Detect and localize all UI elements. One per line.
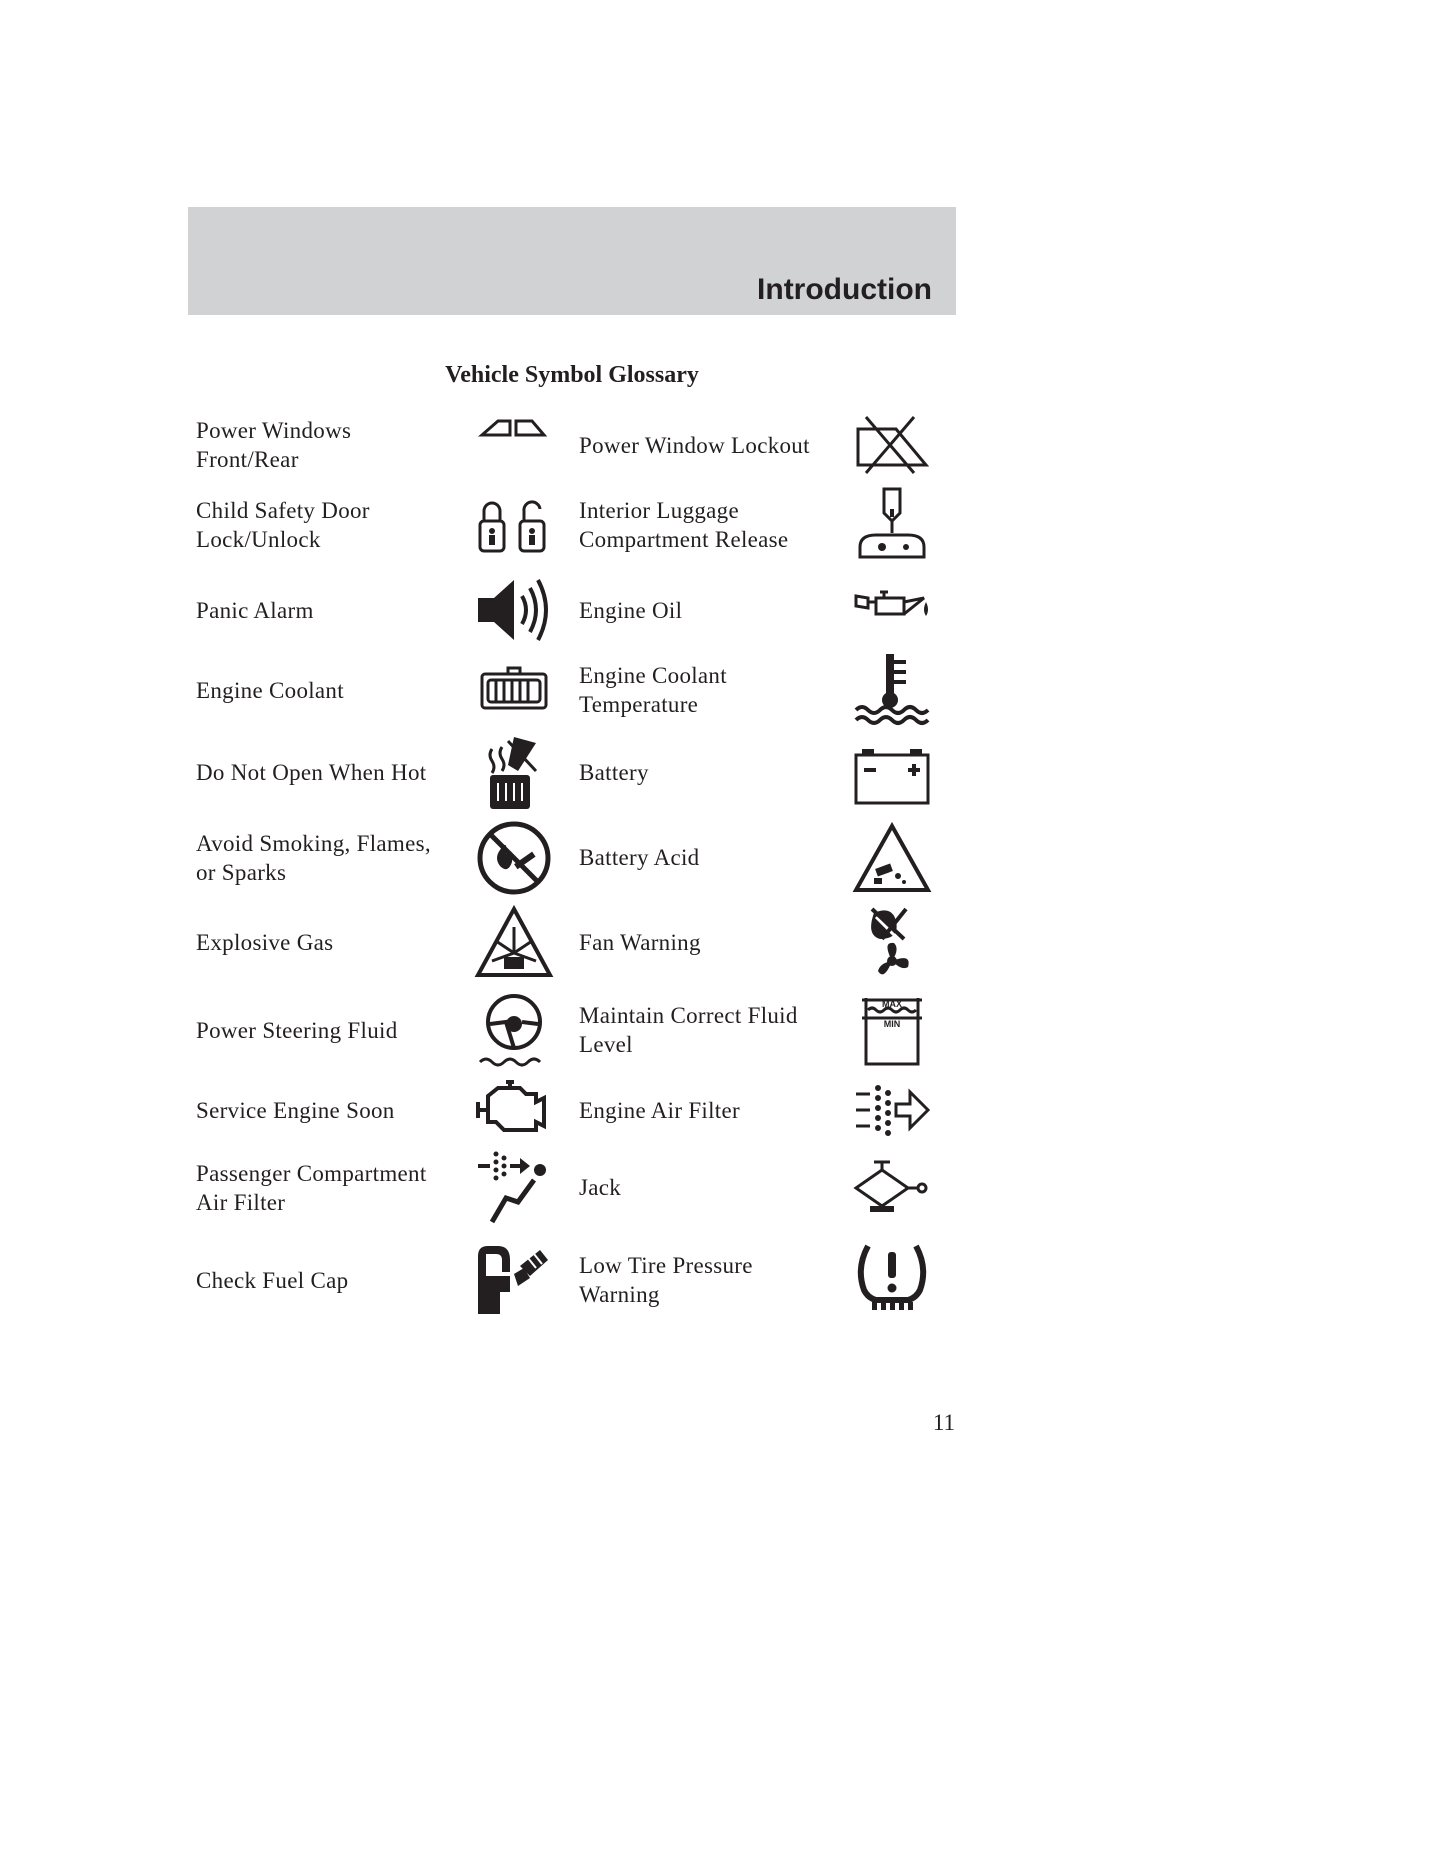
glossary-row xyxy=(196,730,946,815)
do-not-open-hot-icon xyxy=(466,730,562,815)
symbol-label: Battery Acid xyxy=(579,845,700,870)
power-windows-icon xyxy=(466,410,562,480)
min-marker: MIN xyxy=(883,1019,901,1029)
symbol-label: Battery xyxy=(579,760,649,785)
symbol-label: Service Engine Soon xyxy=(196,1097,395,1123)
glossary-row xyxy=(196,1230,946,1330)
battery-icon xyxy=(844,730,940,815)
symbol-label: Maintain Correct Fluid Level xyxy=(579,1003,798,1057)
symbol-label: Power Steering Fluid xyxy=(196,1017,398,1043)
engine-icon xyxy=(466,1075,562,1145)
symbol-label: Interior Luggage Compartment Release xyxy=(579,498,789,552)
glossary-row xyxy=(196,815,946,900)
symbol-label: Engine Air Filter xyxy=(579,1097,740,1123)
tire-pressure-icon xyxy=(844,1230,940,1330)
symbol-label: Power Window Lockout xyxy=(579,432,810,458)
glossary-row xyxy=(196,570,946,650)
header-band xyxy=(188,207,956,315)
fuel-cap-icon xyxy=(466,1230,562,1330)
page-number: 11 xyxy=(932,1410,955,1435)
max-marker: MAX xyxy=(882,999,902,1009)
steering-wheel-icon xyxy=(466,985,562,1075)
oil-can-icon xyxy=(844,570,940,650)
radiator-icon xyxy=(466,650,562,730)
fluid-level-icon xyxy=(844,985,940,1075)
power-window-lockout-icon xyxy=(844,410,940,480)
symbol-label: Panic Alarm xyxy=(196,597,314,623)
glossary-row xyxy=(196,410,946,480)
speaker-icon xyxy=(466,570,562,650)
symbol-label: Child Safety Door Lock/Unlock xyxy=(196,498,370,552)
symbol-label: Power Windows Front/Rear xyxy=(196,418,352,472)
fan-warning-icon xyxy=(844,900,940,985)
glossary-row xyxy=(196,985,946,1075)
section-title: Introduction xyxy=(757,273,932,306)
glossary-row xyxy=(196,485,946,565)
symbol-label: Do Not Open When Hot xyxy=(196,760,427,785)
symbol-label: Passenger Compartment Air Filter xyxy=(196,1160,427,1215)
glossary-row xyxy=(196,900,946,985)
no-smoking-icon xyxy=(466,815,562,900)
symbol-label: Check Fuel Cap xyxy=(196,1267,349,1293)
coolant-temperature-icon xyxy=(844,650,940,730)
cabin-air-filter-icon xyxy=(466,1145,562,1230)
symbol-label: Explosive Gas xyxy=(196,930,334,955)
glossary-title: Vehicle Symbol Glossary xyxy=(445,362,699,388)
symbol-label: Low Tire Pressure Warning xyxy=(579,1253,753,1307)
symbol-label: Engine Coolant xyxy=(196,677,344,703)
child-safety-lock-icon xyxy=(466,485,562,565)
air-filter-icon xyxy=(844,1075,940,1145)
jack-icon xyxy=(844,1145,940,1230)
symbol-label: Avoid Smoking, Flames, or Sparks xyxy=(196,830,431,885)
symbol-label: Engine Coolant Temperature xyxy=(579,663,727,717)
explosive-gas-icon xyxy=(466,900,562,985)
symbol-label: Jack xyxy=(579,1175,622,1200)
battery-acid-warning-icon xyxy=(844,815,940,900)
luggage-release-icon xyxy=(844,485,940,565)
glossary-row xyxy=(196,1145,946,1230)
glossary-row xyxy=(196,1075,946,1145)
glossary-row xyxy=(196,650,946,730)
symbol-label: Engine Oil xyxy=(579,597,683,623)
symbol-label: Fan Warning xyxy=(579,930,701,955)
